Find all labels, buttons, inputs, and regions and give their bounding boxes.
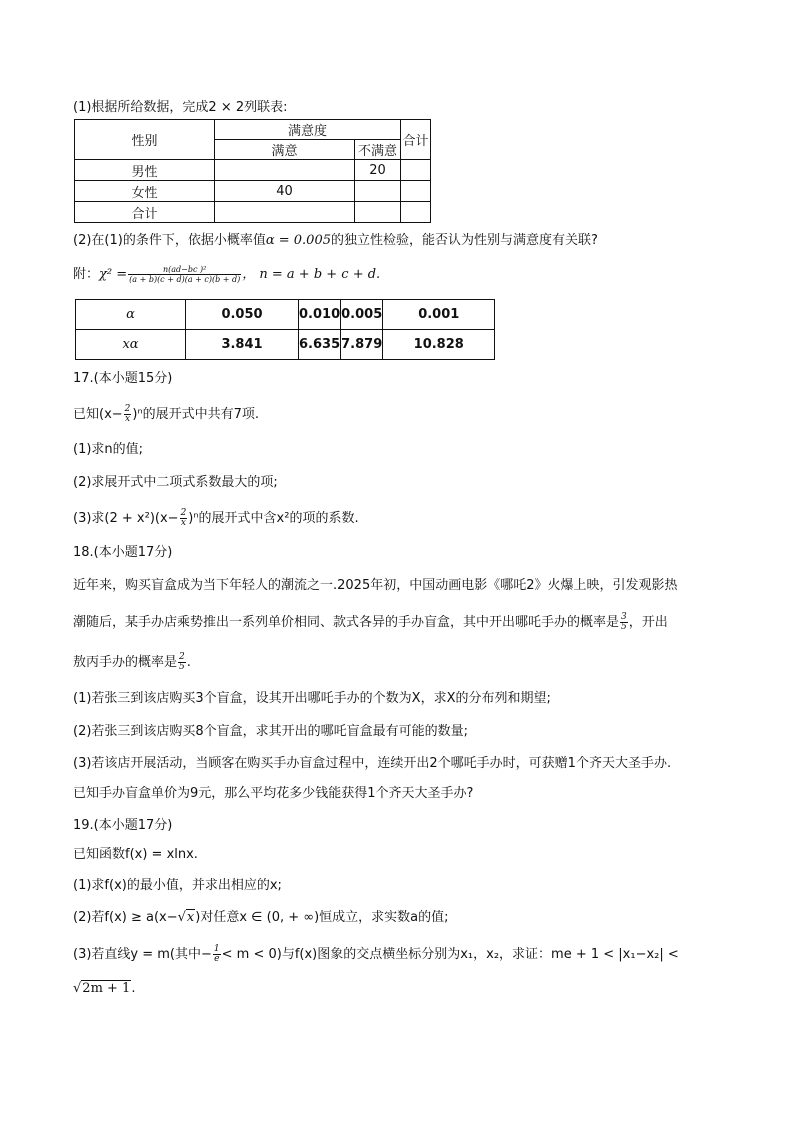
q17-fraction <box>124 405 132 424</box>
q16-part1: (1)根据所给数据，完成2 × 2列联表: <box>73 100 288 115</box>
frac-den: x <box>125 414 131 424</box>
q17-intro <box>73 405 259 424</box>
q18-header: 18.(本小题17分) <box>73 545 173 560</box>
crit-cell: 0.005 <box>341 300 383 330</box>
q18-line2-a: 潮随后，某手办店乘势推出一系列单价相同、款式各异的手办盲盒，其中开出哪吒手办的概率是 <box>73 615 620 630</box>
crit-cell: 3.841 <box>186 330 299 360</box>
q19-part3-b: < m < 0)与f(x)图象的交点横坐标分别为x₁，x₂，求证：me + 1 < |x₁−x₂| < <box>221 947 679 962</box>
crit-cell: 0.001 <box>383 300 495 330</box>
crit-cell: 7.879 <box>341 330 383 360</box>
table-header-gender: 性别 <box>75 120 215 160</box>
q18-line3 <box>73 653 191 672</box>
cell-unsatisfied: 20 <box>355 160 401 181</box>
row-label: 女性 <box>75 181 215 202</box>
q19-part2-a: (2)若f(x) ≥ a(x− <box>73 910 178 925</box>
q18-line3-b: . <box>186 655 191 670</box>
cell-satisfied <box>215 160 355 181</box>
chi-square-formula <box>73 265 380 284</box>
chi-denominator: (a + b)(c + d)(a + c)(b + d) <box>129 275 241 284</box>
q18-line1: 近年来，购买盲盒成为当下年轻人的潮流之一.2025年初，中国动画电影《哪吒2》火爆上映，引发观影热 <box>73 578 678 593</box>
q17-intro-a: 已知(x− <box>73 407 123 422</box>
table-row <box>75 160 431 181</box>
q19-part3-a: (3)若直线y = m(其中− <box>73 947 212 962</box>
q19-header: 19.(本小题17分) <box>73 818 173 833</box>
q18-part3-cont: 已知手办盲盒单价为9元，那么平均花多少钱能获得1个齐天大圣手办? <box>73 786 474 801</box>
crit-cell: 0.050 <box>186 300 299 330</box>
frac-num: 2 <box>124 404 131 414</box>
crit-cell: 6.635 <box>299 330 341 360</box>
q18-part2: (2)若张三到该店购买8个盲盒，求其开出的哪吒盲盒最有可能的数量; <box>73 724 469 739</box>
table-header-satisfied: 满意 <box>215 140 355 160</box>
q16-part2-text: (2)在(1)的条件下，依据小概率值 <box>73 233 266 248</box>
q18-line2 <box>73 613 668 632</box>
alpha-value: α = 0.005 <box>265 233 331 248</box>
chi-lhs: χ² = <box>99 267 128 282</box>
frac-den: 5 <box>179 662 185 672</box>
q19-part3-fraction <box>213 945 221 964</box>
q16-part2 <box>73 232 598 250</box>
table-row <box>75 202 431 223</box>
crit-row1-label: α <box>76 300 186 330</box>
frac-den: x <box>180 518 186 528</box>
q18-part3: (3)若该店开展活动，当顾客在购买手办盲盒过程中，连续开出2个哪吒手办时，可获赠1个齐天大圣手办. <box>73 756 672 771</box>
cell-total <box>401 202 431 223</box>
frac-num: 3 <box>621 612 627 622</box>
cell-unsatisfied <box>355 202 401 223</box>
q19-part1: (1)求f(x)的最小值，并求出相应的x; <box>73 878 282 893</box>
q18-line2-fraction <box>620 613 628 632</box>
q17-part2: (2)求展开式中二项式系数最大的项; <box>73 475 278 490</box>
cell-satisfied: 40 <box>215 181 355 202</box>
appendix-label: 附： <box>73 267 100 282</box>
cell-total <box>401 160 431 181</box>
q18-line2-b: ，开出 <box>628 615 668 630</box>
cell-satisfied <box>215 202 355 223</box>
q19-part3-end: . <box>131 981 136 996</box>
cell-unsatisfied <box>355 181 401 202</box>
q17-intro-b: )ⁿ的展开式中共有7项. <box>132 407 260 422</box>
crit-cell: 10.828 <box>383 330 495 360</box>
table-row <box>76 330 495 360</box>
q18-line3-fraction <box>178 653 186 672</box>
q17-part3-b: )ⁿ的展开式中含x²的项的系数. <box>188 511 359 526</box>
chi-numerator: n(ad−bc )² <box>163 265 207 274</box>
chi-fraction <box>128 265 241 284</box>
crit-cell: 0.010 <box>299 300 341 330</box>
sqrt-2m-plus-1: 2m + 1 <box>82 981 131 996</box>
table-row <box>75 181 431 202</box>
crit-row2-label: xα <box>76 330 186 360</box>
q19-intro: 已知函数f(x) = xlnx. <box>73 847 198 862</box>
q19-part2: (2)若f(x) ≥ a(x−√x)对任意x ∈ (0, + ∞)恒成立，求实数a的值; <box>73 910 449 925</box>
table-row <box>76 300 495 330</box>
contingency-table <box>74 119 431 223</box>
cell-total <box>401 181 431 202</box>
chi-tail: ， n = a + b + c + d. <box>242 267 381 282</box>
table-header-unsatisfied: 不满意 <box>355 140 401 160</box>
sqrt-x: x <box>186 910 195 925</box>
q17-header: 17.(本小题15分) <box>73 371 173 386</box>
q17-part3 <box>73 509 359 528</box>
frac-den: e <box>214 954 220 964</box>
table-header-satisfaction: 满意度 <box>215 120 401 140</box>
q19-part3 <box>73 945 679 964</box>
frac-num: 1 <box>213 944 220 954</box>
q17-part3-fraction <box>180 509 188 528</box>
frac-num: 2 <box>180 508 187 518</box>
row-label: 合计 <box>75 202 215 223</box>
critical-value-table <box>75 299 495 360</box>
q19-part2-b: )对任意x ∈ (0, + ∞)恒成立，求实数a的值; <box>195 910 449 925</box>
q18-line3-a: 敖丙手办的概率是 <box>73 655 178 670</box>
row-label: 男性 <box>75 160 215 181</box>
q17-part1: (1)求n的值; <box>73 442 144 457</box>
q18-part1: (1)若张三到该店购买3个盲盒，设其开出哪吒手办的个数为X，求X的分布列和期望; <box>73 691 551 706</box>
table-header-total: 合计 <box>401 120 431 160</box>
q19-part3-cont: √2m + 1. <box>73 981 136 996</box>
q16-part2-tail: 的独立性检验，能否认为性别与满意度有关联? <box>331 233 598 248</box>
frac-den: 5 <box>621 622 627 632</box>
frac-num: 2 <box>179 652 185 662</box>
q17-part3-a: (3)求(2 + x²)(x− <box>73 511 179 526</box>
